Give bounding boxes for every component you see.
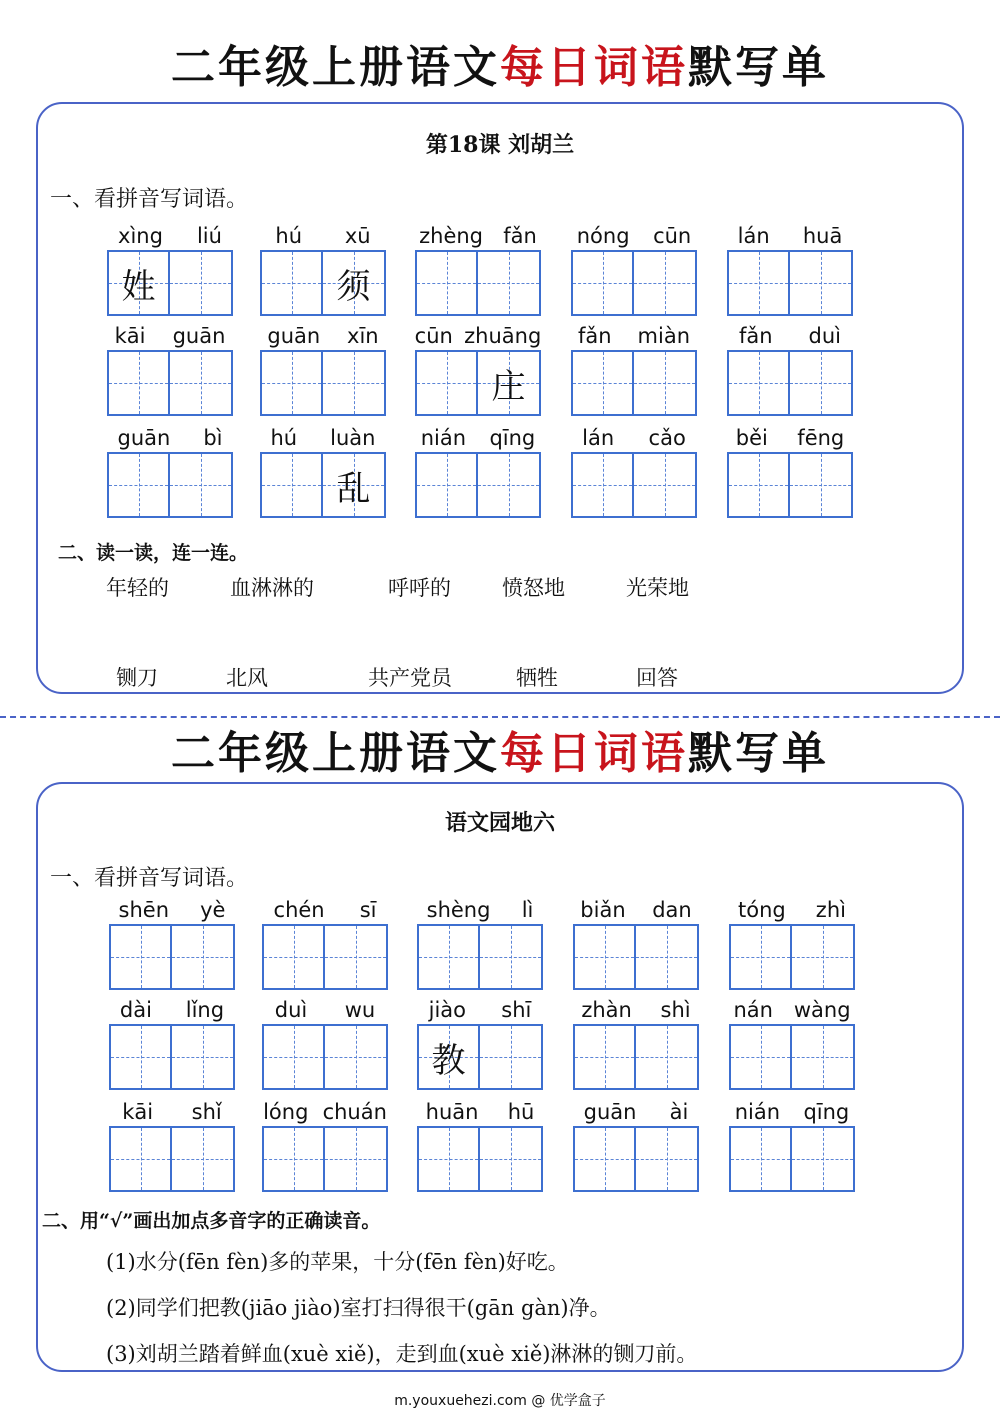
word-item: [262, 896, 388, 990]
match-top-word: 血淋淋的: [230, 576, 314, 600]
tianzige-cell[interactable]: [634, 350, 697, 416]
writing-boxes: [727, 250, 853, 316]
match-top-word: 愤怒地: [502, 576, 565, 600]
pinyin-label: [411, 996, 549, 1022]
tianzige-cell[interactable]: [170, 250, 233, 316]
tianzige-cell[interactable]: [325, 1024, 388, 1090]
pinyin-label: [101, 222, 239, 248]
pinyin-label: [256, 996, 394, 1022]
writing-boxes: [417, 1126, 543, 1192]
word-item: [260, 322, 386, 416]
word-item: [573, 996, 699, 1090]
sheet1-title-pre: 二年级上册语文: [171, 42, 500, 93]
word-item: [727, 222, 853, 316]
sheet2-section1-heading: 一、看拼音写词语。: [50, 866, 249, 891]
pinyin-syllable: shēn: [118, 898, 170, 922]
word-item: [109, 996, 235, 1090]
pinyin-label: [567, 896, 705, 922]
word-item: [415, 424, 541, 518]
cell-character: 乱: [336, 468, 371, 509]
tianzige-cell[interactable]: [727, 250, 790, 316]
sheet1-title-red: 每日词语: [500, 42, 688, 93]
writing-boxes: [415, 250, 541, 316]
tianzige-cell[interactable]: [636, 1024, 699, 1090]
pinyin-syllable: jiào: [428, 998, 467, 1022]
writing-boxes: [417, 1024, 543, 1090]
pinyin-syllable: shèng: [426, 898, 491, 922]
sheet1-lesson-title: 第18课 刘胡兰: [425, 132, 575, 158]
writing-boxes: [729, 1126, 855, 1192]
pinyin-syllable: fǎn: [503, 224, 537, 248]
writing-boxes: [260, 250, 386, 316]
writing-boxes: [107, 250, 233, 316]
tianzige-cell[interactable]: [571, 452, 634, 518]
pinyin-syllable: zhèng: [419, 224, 484, 248]
pinyin-label: [723, 996, 861, 1022]
pinyin-syllable: zhuāng: [464, 324, 542, 348]
writing-boxes: [571, 250, 697, 316]
pinyin-syllable: miàn: [637, 324, 691, 348]
pinyin-label: [254, 222, 392, 248]
pinyin-syllable: dan: [652, 898, 692, 922]
writing-boxes: [571, 350, 697, 416]
pinyin-syllable: lóng: [263, 1100, 309, 1124]
tianzige-cell[interactable]: [415, 350, 478, 416]
pinyin-label: [101, 424, 239, 450]
tianzige-cell[interactable]: [415, 452, 478, 518]
pinyin-label: [723, 896, 861, 922]
writing-boxes: [573, 1126, 699, 1192]
tianzige-cell[interactable]: [634, 250, 697, 316]
pinyin-syllable: wu: [344, 998, 376, 1022]
sheet1-section2-heading: 二、读一读，连一连。: [58, 542, 249, 564]
match-bottom-word: 铡刀: [116, 666, 158, 690]
tianzige-cell[interactable]: [170, 452, 233, 518]
word-item: [729, 896, 855, 990]
pinyin-syllable: huā: [802, 224, 843, 248]
pinyin-syllable: hū: [507, 1100, 535, 1124]
pinyin-syllable: dài: [119, 998, 152, 1022]
tianzige-cell[interactable]: [415, 250, 478, 316]
tianzige-cell[interactable]: [323, 452, 386, 518]
pinyin-syllable: kāi: [114, 324, 146, 348]
word-item: [727, 322, 853, 416]
question-line: (1)水分(fēn fèn)多的苹果，十分(fēn fèn)好吃。: [106, 1250, 569, 1274]
writing-boxes: [262, 1126, 388, 1192]
tianzige-cell[interactable]: [170, 350, 233, 416]
word-item: [729, 1098, 855, 1192]
pinyin-label: [567, 996, 705, 1022]
word-item: [571, 322, 697, 416]
pinyin-syllable: xū: [344, 224, 371, 248]
writing-boxes: [262, 1024, 388, 1090]
tianzige-cell[interactable]: [729, 1024, 792, 1090]
match-bottom-word: 回答: [636, 666, 678, 690]
pinyin-label: [721, 222, 859, 248]
pinyin-syllable: nián: [734, 1100, 781, 1124]
pinyin-syllable: nán: [733, 998, 773, 1022]
tianzige-cell[interactable]: [573, 1024, 636, 1090]
pinyin-syllable: cǎo: [648, 426, 686, 450]
sheet2-title-post: 默写单: [688, 728, 829, 779]
pinyin-syllable: xìng: [118, 224, 163, 248]
pinyin-syllable: lán: [582, 426, 615, 450]
writing-boxes: [727, 452, 853, 518]
pinyin-label: [565, 222, 703, 248]
pinyin-label: [409, 222, 547, 248]
pinyin-syllable: hú: [270, 426, 298, 450]
pinyin-syllable: guān: [172, 324, 226, 348]
pinyin-label: [256, 896, 394, 922]
tianzige-cell[interactable]: [634, 452, 697, 518]
tianzige-cell[interactable]: [792, 1126, 855, 1192]
sheet2-title-pre: 二年级上册语文: [171, 728, 500, 779]
match-bottom-word: 牺牲: [516, 666, 558, 690]
word-item: [415, 322, 541, 416]
pinyin-label: [409, 424, 547, 450]
pinyin-syllable: nián: [420, 426, 467, 450]
tianzige-cell[interactable]: [417, 1126, 480, 1192]
footer-source: m.youxuehezi.com @ 优学盒子: [394, 1393, 606, 1409]
tianzige-cell[interactable]: [260, 452, 323, 518]
match-top-word: 年轻的: [106, 576, 169, 600]
cell-character: 教: [431, 1040, 466, 1081]
word-item: [417, 996, 543, 1090]
word-item: [260, 424, 386, 518]
tianzige-cell[interactable]: [573, 924, 636, 990]
tianzige-cell[interactable]: [478, 350, 541, 416]
sheet2-section2-heading: 二、用“√”画出加点多音字的正确读音。: [42, 1210, 381, 1232]
pinyin-syllable: lì: [521, 898, 534, 922]
match-bottom-word: 北风: [226, 666, 268, 690]
cut-line-divider: [0, 716, 1000, 718]
tianzige-cell[interactable]: [478, 452, 541, 518]
cell-character: 姓: [121, 266, 156, 307]
tianzige-cell[interactable]: [323, 250, 386, 316]
pinyin-syllable: guān: [267, 324, 321, 348]
writing-boxes: [729, 924, 855, 990]
tianzige-cell[interactable]: [262, 1024, 325, 1090]
tianzige-cell[interactable]: [172, 1126, 235, 1192]
word-item: [109, 896, 235, 990]
pinyin-syllable: fǎn: [738, 324, 773, 348]
pinyin-label: [103, 996, 241, 1022]
pinyin-label: [565, 322, 703, 348]
pinyin-syllable: yè: [200, 898, 226, 922]
pinyin-syllable: chén: [273, 898, 325, 922]
cell-character: 庄: [491, 366, 526, 407]
pinyin-label: [254, 322, 392, 348]
word-item: [571, 424, 697, 518]
pinyin-syllable: duì: [808, 324, 842, 348]
tianzige-cell[interactable]: [260, 350, 323, 416]
pinyin-syllable: luàn: [330, 426, 376, 450]
pinyin-syllable: guān: [583, 1100, 637, 1124]
writing-boxes: [262, 924, 388, 990]
tianzige-cell[interactable]: [480, 1024, 543, 1090]
pinyin-label: [721, 322, 859, 348]
tianzige-cell[interactable]: [323, 350, 386, 416]
tianzige-cell[interactable]: [417, 924, 480, 990]
pinyin-syllable: qīng: [803, 1100, 850, 1124]
pinyin-syllable: chuán: [322, 1100, 387, 1124]
pinyin-syllable: fǎn: [577, 324, 612, 348]
tianzige-cell[interactable]: [790, 452, 853, 518]
word-item: [262, 996, 388, 1090]
tianzige-cell[interactable]: [636, 1126, 699, 1192]
word-item: [573, 1098, 699, 1192]
tianzige-cell[interactable]: [571, 250, 634, 316]
pinyin-syllable: zhàn: [581, 998, 632, 1022]
word-item: [727, 424, 853, 518]
pinyin-syllable: bì: [203, 426, 223, 450]
writing-boxes: [417, 924, 543, 990]
writing-boxes: [109, 1126, 235, 1192]
tianzige-cell[interactable]: [107, 250, 170, 316]
word-item: [260, 222, 386, 316]
pinyin-syllable: kāi: [122, 1100, 154, 1124]
tianzige-cell[interactable]: [729, 924, 792, 990]
tianzige-cell[interactable]: [262, 1126, 325, 1192]
pinyin-label: [567, 1098, 705, 1124]
tianzige-cell[interactable]: [480, 924, 543, 990]
pinyin-syllable: zhì: [815, 898, 846, 922]
tianzige-cell[interactable]: [636, 924, 699, 990]
writing-boxes: [727, 350, 853, 416]
tianzige-cell[interactable]: [107, 452, 170, 518]
tianzige-cell[interactable]: [107, 350, 170, 416]
writing-boxes: [415, 350, 541, 416]
word-item: [573, 896, 699, 990]
sheet1-title: [0, 40, 1000, 96]
question-line: (3)刘胡兰踏着鲜血(xuè xiě)，走到血(xuè xiě)淋淋的铡刀前。: [106, 1342, 698, 1366]
cell-character: 须: [336, 266, 371, 307]
tianzige-cell[interactable]: [792, 1024, 855, 1090]
pinyin-label: [101, 322, 239, 348]
pinyin-syllable: běi: [735, 426, 768, 450]
tianzige-cell[interactable]: [109, 1024, 172, 1090]
pinyin-syllable: tóng: [738, 898, 786, 922]
question-line: (2)同学们把教(jiāo jiào)室打扫得很干(gān gàn)净。: [106, 1296, 611, 1320]
match-top-word: 呼呼的: [388, 576, 451, 600]
word-item: [109, 1098, 235, 1192]
pinyin-syllable: fēng: [797, 426, 845, 450]
pinyin-syllable: qīng: [489, 426, 536, 450]
tianzige-cell[interactable]: [790, 350, 853, 416]
tianzige-cell[interactable]: [727, 452, 790, 518]
word-item: [107, 322, 233, 416]
pinyin-syllable: ài: [669, 1100, 689, 1124]
pinyin-syllable: cūn: [653, 224, 692, 248]
tianzige-cell[interactable]: [478, 250, 541, 316]
word-item: [571, 222, 697, 316]
pinyin-syllable: lán: [737, 224, 770, 248]
sheet2-title-red: 每日词语: [500, 728, 688, 779]
sheet2-title: [0, 726, 1000, 782]
pinyin-syllable: xīn: [347, 324, 379, 348]
word-item: [729, 996, 855, 1090]
writing-boxes: [260, 452, 386, 518]
pinyin-syllable: shī: [501, 998, 532, 1022]
word-item: [417, 1098, 543, 1192]
tianzige-cell[interactable]: [729, 1126, 792, 1192]
pinyin-label: [409, 322, 547, 348]
word-item: [107, 222, 233, 316]
pinyin-label: [103, 1098, 241, 1124]
pinyin-syllable: shǐ: [191, 1100, 222, 1124]
tianzige-cell[interactable]: [571, 350, 634, 416]
match-bottom-word: 共产党员: [368, 666, 452, 690]
pinyin-syllable: nóng: [576, 224, 630, 248]
pinyin-syllable: guān: [117, 426, 171, 450]
pinyin-label: [565, 424, 703, 450]
writing-boxes: [571, 452, 697, 518]
tianzige-cell[interactable]: [260, 250, 323, 316]
tianzige-cell[interactable]: [262, 924, 325, 990]
pinyin-syllable: liú: [196, 224, 222, 248]
pinyin-label: [723, 1098, 861, 1124]
pinyin-syllable: shì: [660, 998, 691, 1022]
pinyin-label: [411, 896, 549, 922]
tianzige-cell[interactable]: [790, 250, 853, 316]
pinyin-syllable: lǐng: [185, 998, 225, 1022]
writing-boxes: [415, 452, 541, 518]
tianzige-cell[interactable]: [172, 1024, 235, 1090]
writing-boxes: [109, 924, 235, 990]
writing-boxes: [260, 350, 386, 416]
tianzige-cell[interactable]: [109, 1126, 172, 1192]
pinyin-label: [721, 424, 859, 450]
writing-boxes: [109, 1024, 235, 1090]
tianzige-cell[interactable]: [325, 924, 388, 990]
tianzige-cell[interactable]: [172, 924, 235, 990]
pinyin-syllable: wàng: [793, 998, 851, 1022]
tianzige-cell[interactable]: [573, 1126, 636, 1192]
tianzige-cell[interactable]: [325, 1126, 388, 1192]
pinyin-syllable: cūn: [414, 324, 453, 348]
pinyin-label: [103, 896, 241, 922]
pinyin-syllable: hú: [275, 224, 303, 248]
pinyin-label: [411, 1098, 549, 1124]
tianzige-cell[interactable]: [727, 350, 790, 416]
writing-boxes: [573, 924, 699, 990]
writing-boxes: [107, 452, 233, 518]
writing-boxes: [107, 350, 233, 416]
pinyin-label: [256, 1098, 394, 1124]
word-item: [417, 896, 543, 990]
pinyin-syllable: huān: [425, 1100, 479, 1124]
tianzige-cell[interactable]: [417, 1024, 480, 1090]
pinyin-syllable: duì: [274, 998, 308, 1022]
pinyin-label: [254, 424, 392, 450]
match-top-word: 光荣地: [626, 576, 689, 600]
word-item: [415, 222, 541, 316]
sheet2-lesson-title: 语文园地六: [444, 810, 555, 836]
word-item: [107, 424, 233, 518]
tianzige-cell[interactable]: [792, 924, 855, 990]
tianzige-cell[interactable]: [480, 1126, 543, 1192]
tianzige-cell[interactable]: [109, 924, 172, 990]
pinyin-syllable: sī: [359, 898, 377, 922]
writing-boxes: [573, 1024, 699, 1090]
pinyin-syllable: biǎn: [580, 898, 626, 922]
word-item: [262, 1098, 388, 1192]
writing-boxes: [729, 1024, 855, 1090]
sheet1-title-post: 默写单: [688, 42, 829, 93]
sheet1-section1-heading: 一、看拼音写词语。: [50, 187, 249, 212]
